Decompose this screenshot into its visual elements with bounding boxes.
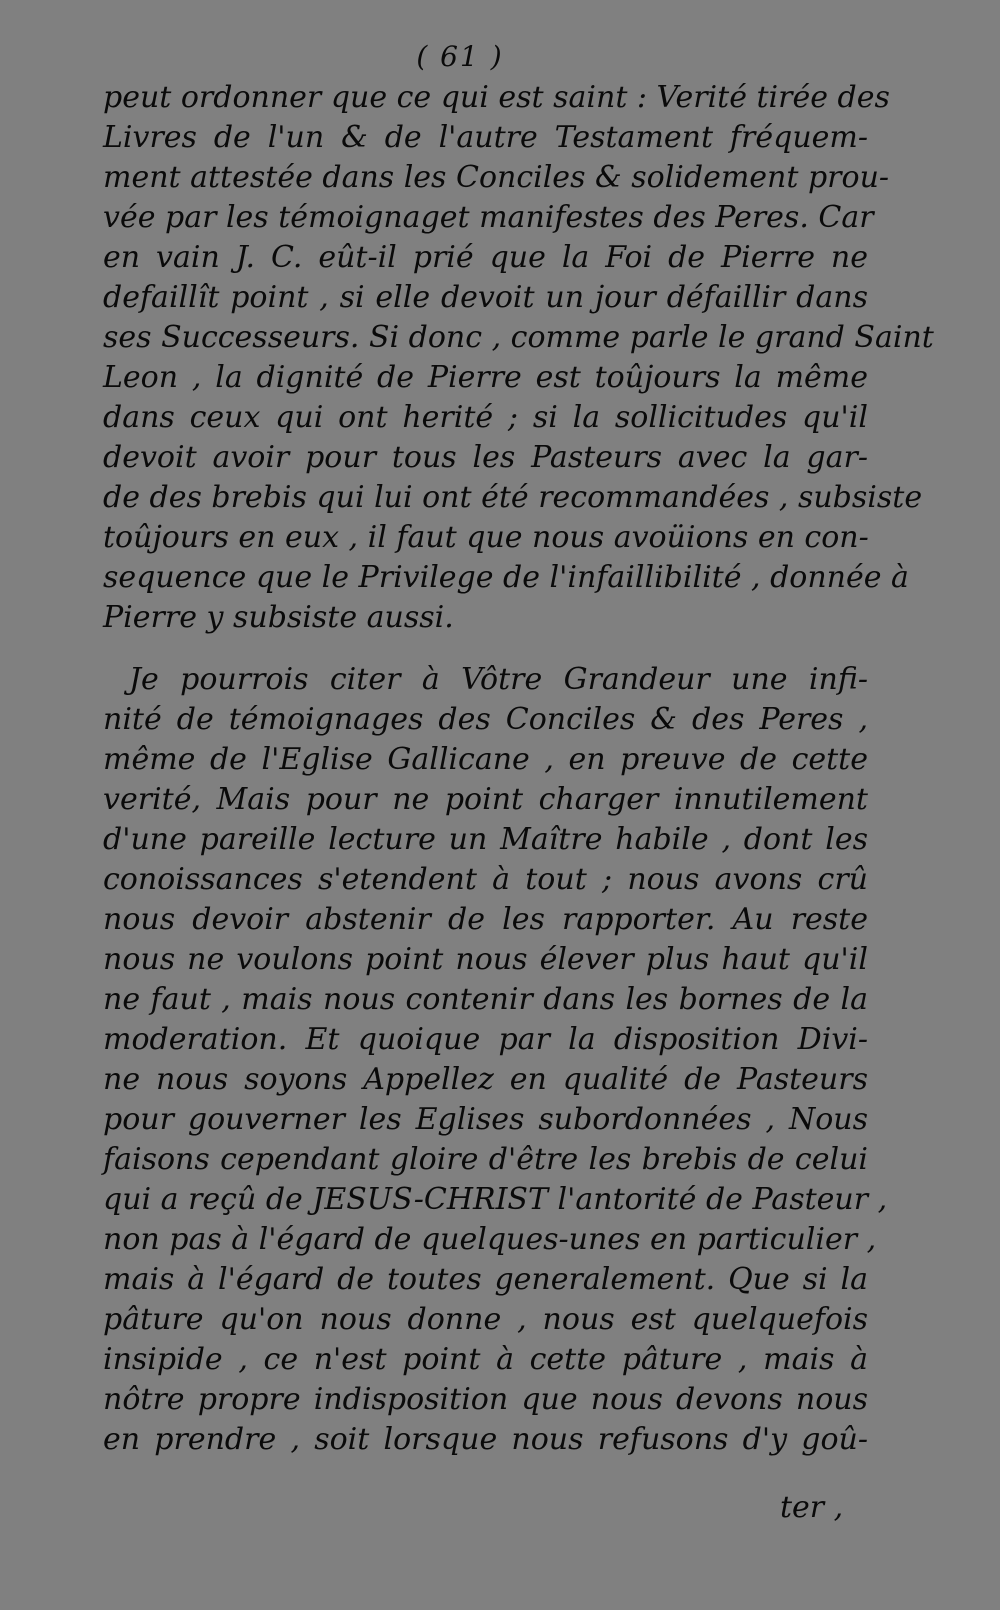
text-block xyxy=(103,78,934,1460)
text-line: faisons cependant gloire d'être les brebis de celui xyxy=(103,1142,868,1177)
paragraph-1 xyxy=(103,78,934,638)
text-line: Je pourrois citer à Vôtre Grandeur une infi- xyxy=(129,662,868,697)
text-line: insipide , ce n'est point à cette pâture , mais à xyxy=(103,1342,868,1377)
text-line: defaillît point , si elle devoit un jour défaillir dans xyxy=(103,280,868,315)
text-line: de des brebis qui lui ont été recommandées , subsiste xyxy=(103,480,923,515)
text-line: peut ordonner que ce qui est saint : Verité tirée des xyxy=(103,80,890,115)
text-line: qui a reçû de JESUS-CHRIST l'antorité de Pasteur , xyxy=(103,1182,888,1217)
text-line: nôtre propre indisposition que nous devons nous xyxy=(103,1382,868,1417)
text-line: en prendre , soit lorsque nous refusons d'y goû- xyxy=(103,1422,868,1457)
text-line: nous ne voulons point nous élever plus haut qu'il xyxy=(103,942,868,977)
text-line: ne faut , mais nous contenir dans les bornes de la xyxy=(103,982,868,1017)
text-line: toûjours en eux , il faut que nous avoüions en con- xyxy=(103,520,869,555)
text-line: pour gouverner les Eglises subordonnées , Nous xyxy=(103,1102,868,1137)
text-line: ne nous soyons Appellez en qualité de Pasteurs xyxy=(103,1062,868,1097)
text-line: vée par les témoignaget manifestes des Peres. Car xyxy=(103,200,874,235)
text-line: nous devoir abstenir de les rapporter. Au reste xyxy=(103,902,868,937)
text-line: d'une pareille lecture un Maître habile , dont les xyxy=(103,822,868,857)
text-line: nité de témoignages des Conciles & des Peres , xyxy=(103,702,868,737)
text-line: non pas à l'égard de quelques-unes en particulier , xyxy=(103,1222,877,1257)
text-line: sequence que le Privilege de l'infaillibilité , donnée à xyxy=(103,560,909,595)
text-line: ses Successeurs. Si donc , comme parle le grand Saint xyxy=(103,320,934,355)
text-line: verité, Mais pour ne point charger innutilement xyxy=(103,782,868,817)
text-line: ment attestée dans les Conciles & solidement prou- xyxy=(103,160,890,195)
paragraph-gap xyxy=(103,638,868,660)
text-line: moderation. Et quoique par la disposition Divi- xyxy=(103,1022,868,1057)
text-line: mais à l'égard de toutes generalement. Que si la xyxy=(103,1262,868,1297)
paragraph-2 xyxy=(103,660,888,1460)
page-number: ( 61 ) xyxy=(416,40,504,73)
text-line: devoit avoir pour tous les Pasteurs avec la gar- xyxy=(103,440,868,475)
text-line: Pierre y subsiste aussi. xyxy=(103,600,454,635)
text-line: Livres de l'un & de l'autre Testament fréquem- xyxy=(103,120,868,155)
catchword: ter , xyxy=(780,1490,844,1525)
text-line: dans ceux qui ont herité ; si la sollicitudes qu'il xyxy=(103,400,868,435)
text-line: Leon , la dignité de Pierre est toûjours la même xyxy=(103,360,868,395)
text-line: conoissances s'etendent à tout ; nous avons crû xyxy=(103,862,868,897)
text-line: pâture qu'on nous donne , nous est quelquefois xyxy=(103,1302,868,1337)
text-line: en vain J. C. eût-il prié que la Foi de Pierre ne xyxy=(103,240,868,275)
text-line: même de l'Eglise Gallicane , en preuve de cette xyxy=(103,742,868,777)
